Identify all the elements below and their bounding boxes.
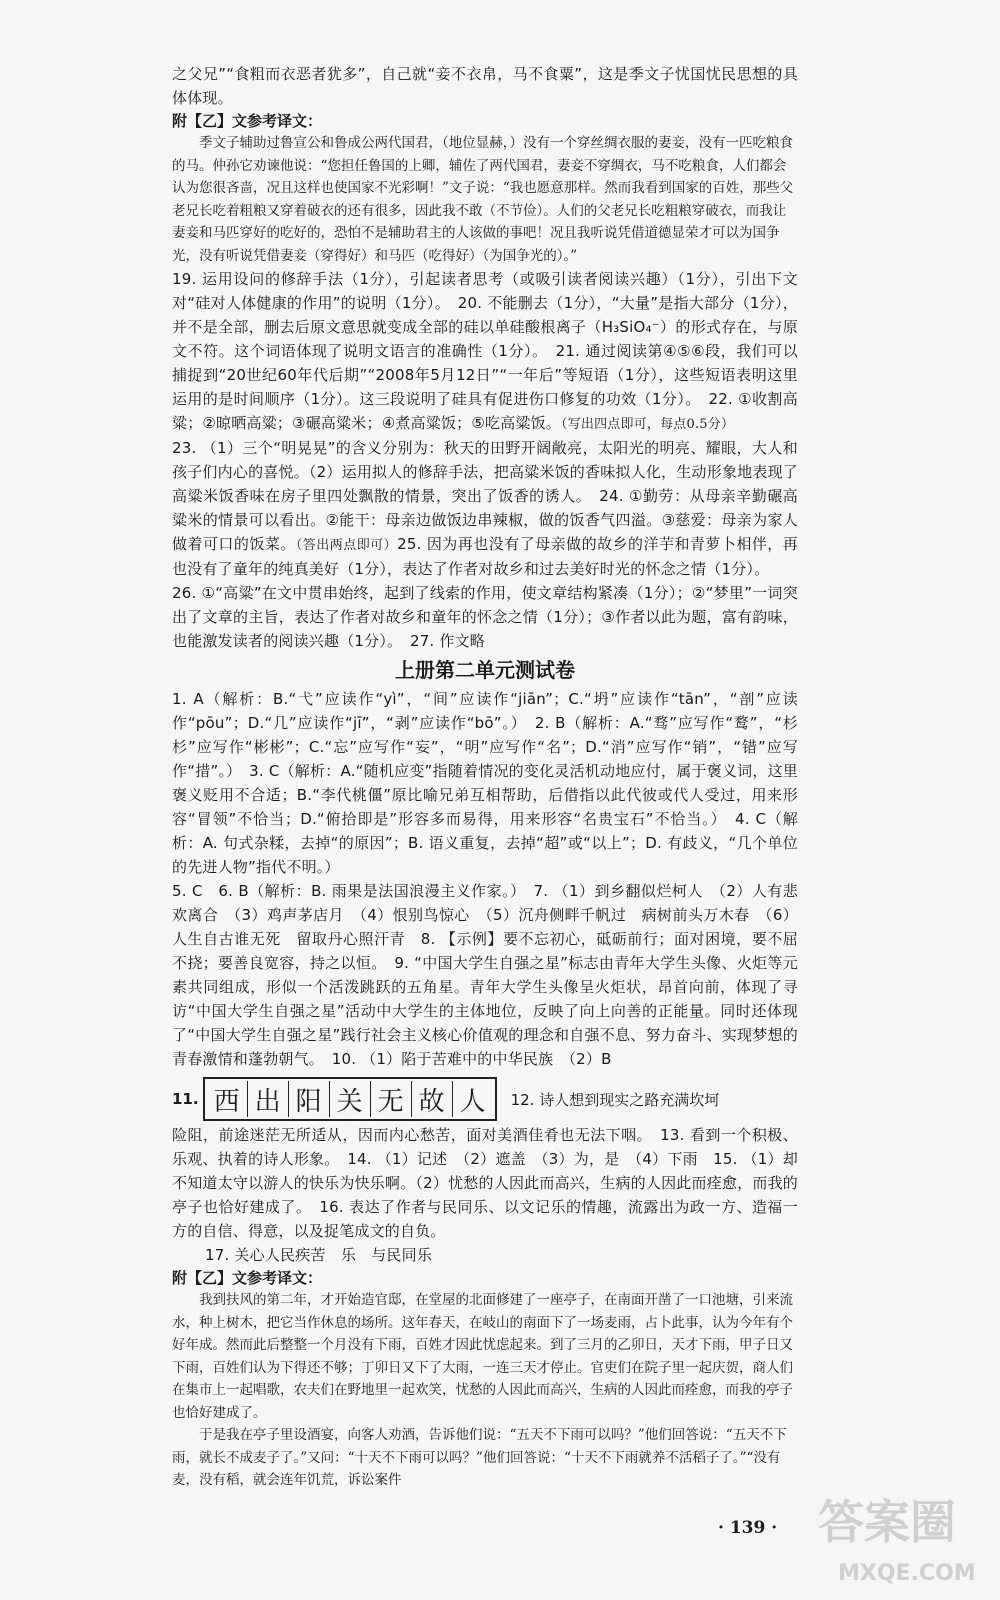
- answer-23-24-text: 23. （1）三个“明晃晃”的含义分别为：秋天的田野开阔敞亮，太阳光的明亮、耀眼，大人和孩子们内心的喜悦。（2）运用拟人的修辞手法，把高粱米饭的香味拟人化，生动形象地表现了高粱米饭香味在房子里四处飘散的情景，突出了饭香的诱人。 24. ①勤劳：从母亲辛勤碾高粱米的情景可以看出。②能干：母亲边做饭边串辣椒，做的饭香气四溢。③慈爱：母亲为家人做着可口的饭菜。: [172, 439, 798, 553]
- translation-text: 季文子辅助过鲁宣公和鲁成公两代国君，（地位显赫，）没有一个穿丝绸衣服的妻妾，没有一匹吃粮食的马。仲孙它劝谏他说：“您担任鲁国的上卿，辅佐了两代国君，妻妾不穿绸衣，马不吃粮食，人们都会认为您很吝啬，况且这样也使国家不光彩啊！”文子说：“我也愿意那样。然而我看到国家的百姓，那些父老兄长吃着粗粮又穿着破衣的还有很多，因此我不敢（不节俭）。人们的父老兄长吃粗粮穿破衣，而我让妻妾和马匹穿好的吃好的，恐怕不是辅助君主的人该做的事吧！况且我听说凭借道德显荣才可以为国争光，没有听说凭借妻妾（穿得好）和马匹（吃得好）（为国争光的）。”: [172, 135, 794, 264]
- answer-12-16: 险阻，前途迷茫无所适从，因而内心愁苦，面对美酒佳肴也无法下咽。 13. 看到一个积极、乐观、执着的诗人形象。 14. （1）记述 （2）遮盖 （3）为，是 （4）下雨 15. （1）却不知道太守以游人的快乐为快乐啊。（2）忧愁的人因此而高兴，生病的人因此而痊愈，而我的亭子也恰好建成了。 16. 表达了作者与民同乐、以文记乐的情趣，流露出为政一方、造福一方的自信、得意，以及捉笔成文的自负。: [172, 1126, 798, 1240]
- grid-char: 关: [329, 1081, 370, 1117]
- answer-24-note: （答出两点即可）: [295, 538, 398, 553]
- watermark-logo: [808, 1468, 988, 1588]
- translation-header-2: 附【乙】文参考译文：: [172, 1269, 323, 1287]
- answer-12-start: 12. 诗人想到现实之路充满坎坷: [510, 1090, 720, 1109]
- answer-25-text: 25. 因为再也没有了母亲做的故乡的洋芋和青萝卜相伴，再也没有了童年的纯真美好（1分），表达了作者对故乡和过去美好时光的怀念之情（1分）。: [172, 535, 798, 578]
- page-number: · 139 ·: [718, 1518, 778, 1538]
- answer-page: [172, 62, 798, 1492]
- answer-22-note: （写出四点即可，每点0.5分）: [561, 417, 735, 432]
- watermark-bottom: MXQE.COM: [838, 1561, 976, 1586]
- translation-header: 附【乙】文参考译文：: [172, 112, 323, 130]
- grid-char: 阳: [288, 1081, 329, 1117]
- answer-5-10: 5. C 6. B（解析：B. 雨果是法国浪漫主义作家。） 7. （1）到乡翻似烂柯人 （2）人有悲欢离合 （3）鸡声茅店月 （4）恨别鸟惊心 （5）沉舟侧畔千帆过 病树前头万木春 （6）人生自古谁无死 留取丹心照汗青 8. 【示例】要不忘初心，砥砺前行；面对困境，要不屈不挠；要善良宽容，持之以恒。 9. “中国大学生自强之星”标志由青年大学生头像、火炬等元素共同组成，形似一个活泼跳跃的五角星。青年大学生头像呈火炬状，昂首向前，体现了寻访“中国大学生自强之星”活动中大学生的主体地位，反映了向上向善的正能量。同时还体现了“中国大学生自强之星”践行社会主义核心价值观的理念和自强不息、努力奋斗、实现梦想的青春激情和蓬勃朝气。 10. （1）陷于苦难中的中华民族 （2）B: [172, 882, 798, 1068]
- answer-23-24: [172, 436, 798, 581]
- grid-char: 人: [452, 1081, 493, 1117]
- grid-char: 故: [411, 1081, 452, 1117]
- translation-text-2a: 我到扶风的第二年，才开始造官邸，在堂屋的北面修建了一座亭子，在南面开凿了一口池塘，引来流水，种上树木，把它当作休息的场所。这年春天，在岐山的南面下了一场麦雨，占卜此事，认为今年有个好年成。然而此后整整一个月没有下雨，百姓才因此忧虑起来。到了三月的乙卯日，天才下雨，甲子日又下雨，百姓们认为下得还不够；丁卯日又下了大雨，一连三天才停止。官吏们在院子里一起庆贺，商人们在集市上一起唱歌，农夫们在野地里一起欢笑，忧愁的人因此而高兴，生病的人因此而痊愈，而我的亭子也恰好建成了。: [172, 1292, 793, 1421]
- watermark-top: 答案圈: [818, 1495, 956, 1549]
- grid-char: 出: [247, 1081, 288, 1117]
- section-title: 上册第二单元测试卷: [395, 658, 575, 682]
- answer-26-27: 26. ①“高粱”在文中贯串始终，起到了线索的作用，使文章结构紧凑（1分）；②“梦里”一词突出了文章的主旨，表达了作者对故乡和童年的怀念之情（1分）；③作者以此为题，富有韵味，也能激发读者的阅读兴趣（1分）。 27. 作文略: [172, 584, 798, 650]
- answer-19-22: [172, 267, 798, 436]
- answer-1-4: 1. A（解析：B.“弋”应读作“yì”，“间”应读作“jiān”；C.“坍”应读作“tān”，“剖”应读作“pōu”；D.“几”应读作“jī”，“剥”应读作“bō”。） 2. B（解析：A.“骛”应写作“鹜”，“杉杉”应写作“彬彬”；C.“忘”应写作“妄”，“明”应写作“名”；D.“消”应写作“销”，“错”应写作“措”。） 3. C（解析：A.“随机应变”指随着情况的变化灵活机动地应付，属于褒义词，这里褒义贬用不合适；B.“李代桃僵”原比喻兄弟互相帮助，后借指以此代彼或代人受过，用来形容“冒领”不恰当；D.“俯拾即是”形容多而易得，用来形容“名贵宝石”不恰当。） 4. C（解析：A. 句式杂糅，去掉“的原因”；B. 语义重复，去掉“超”或“以上”；D. 有歧义，“几个单位的先进人物”指代不明。）: [172, 690, 798, 876]
- answer-11-line: [172, 1077, 798, 1121]
- character-grid: [203, 1077, 497, 1121]
- translation-text-2b: 于是我在亭子里设酒宴，向客人劝酒，告诉他们说：“五天不下雨可以吗？”他们回答说：“五天不下雨，就长不成麦子了。”又问：“十天不下雨可以吗？”他们回答说：“十天不下雨就养不活稻子了。”“没有麦，没有稻，就会连年饥荒，诉讼案件: [172, 1427, 787, 1488]
- grid-char: 西: [213, 1086, 240, 1117]
- answer-19-22-text: 19. 运用设问的修辞手法（1分），引起读者思考（或吸引读者阅读兴趣）（1分），引出下文对“硅对人体健康的作用”的说明（1分）。 20. 不能删去（1分），“大量”是指大部分（1分），并不是全部，删去后原文意思就变成全部的硅以单硅酸根离子（H₃SiO₄⁻）的形式存在，与原文不符。这个词语体现了说明文语言的准确性（1分）。 21. 通过阅读第④⑤⑥段，我们可以捕捉到“20世纪60年代后期”“2008年5月12日”“一年后”等短语（1分），这些短语表明这里运用的是时间顺序（1分）。这三段说明了硅具有促进伤口修复的功效（1分）。 22. ①收割高粱；②晾晒高粱；③碾高粱米；④煮高粱饭；⑤吃高粱饭。: [172, 270, 798, 432]
- answer-17: 17. 关心人民疾苦 乐 与民同乐: [205, 1246, 433, 1264]
- text-paragraph: 之父兄”“食粗而衣恶者犹多”，自己就“妾不衣帛，马不食粟”，这是季文子忧国忧民思想的具体体现。: [172, 65, 798, 107]
- answer-11-number: 11.: [172, 1090, 199, 1108]
- grid-char: 无: [370, 1081, 411, 1117]
